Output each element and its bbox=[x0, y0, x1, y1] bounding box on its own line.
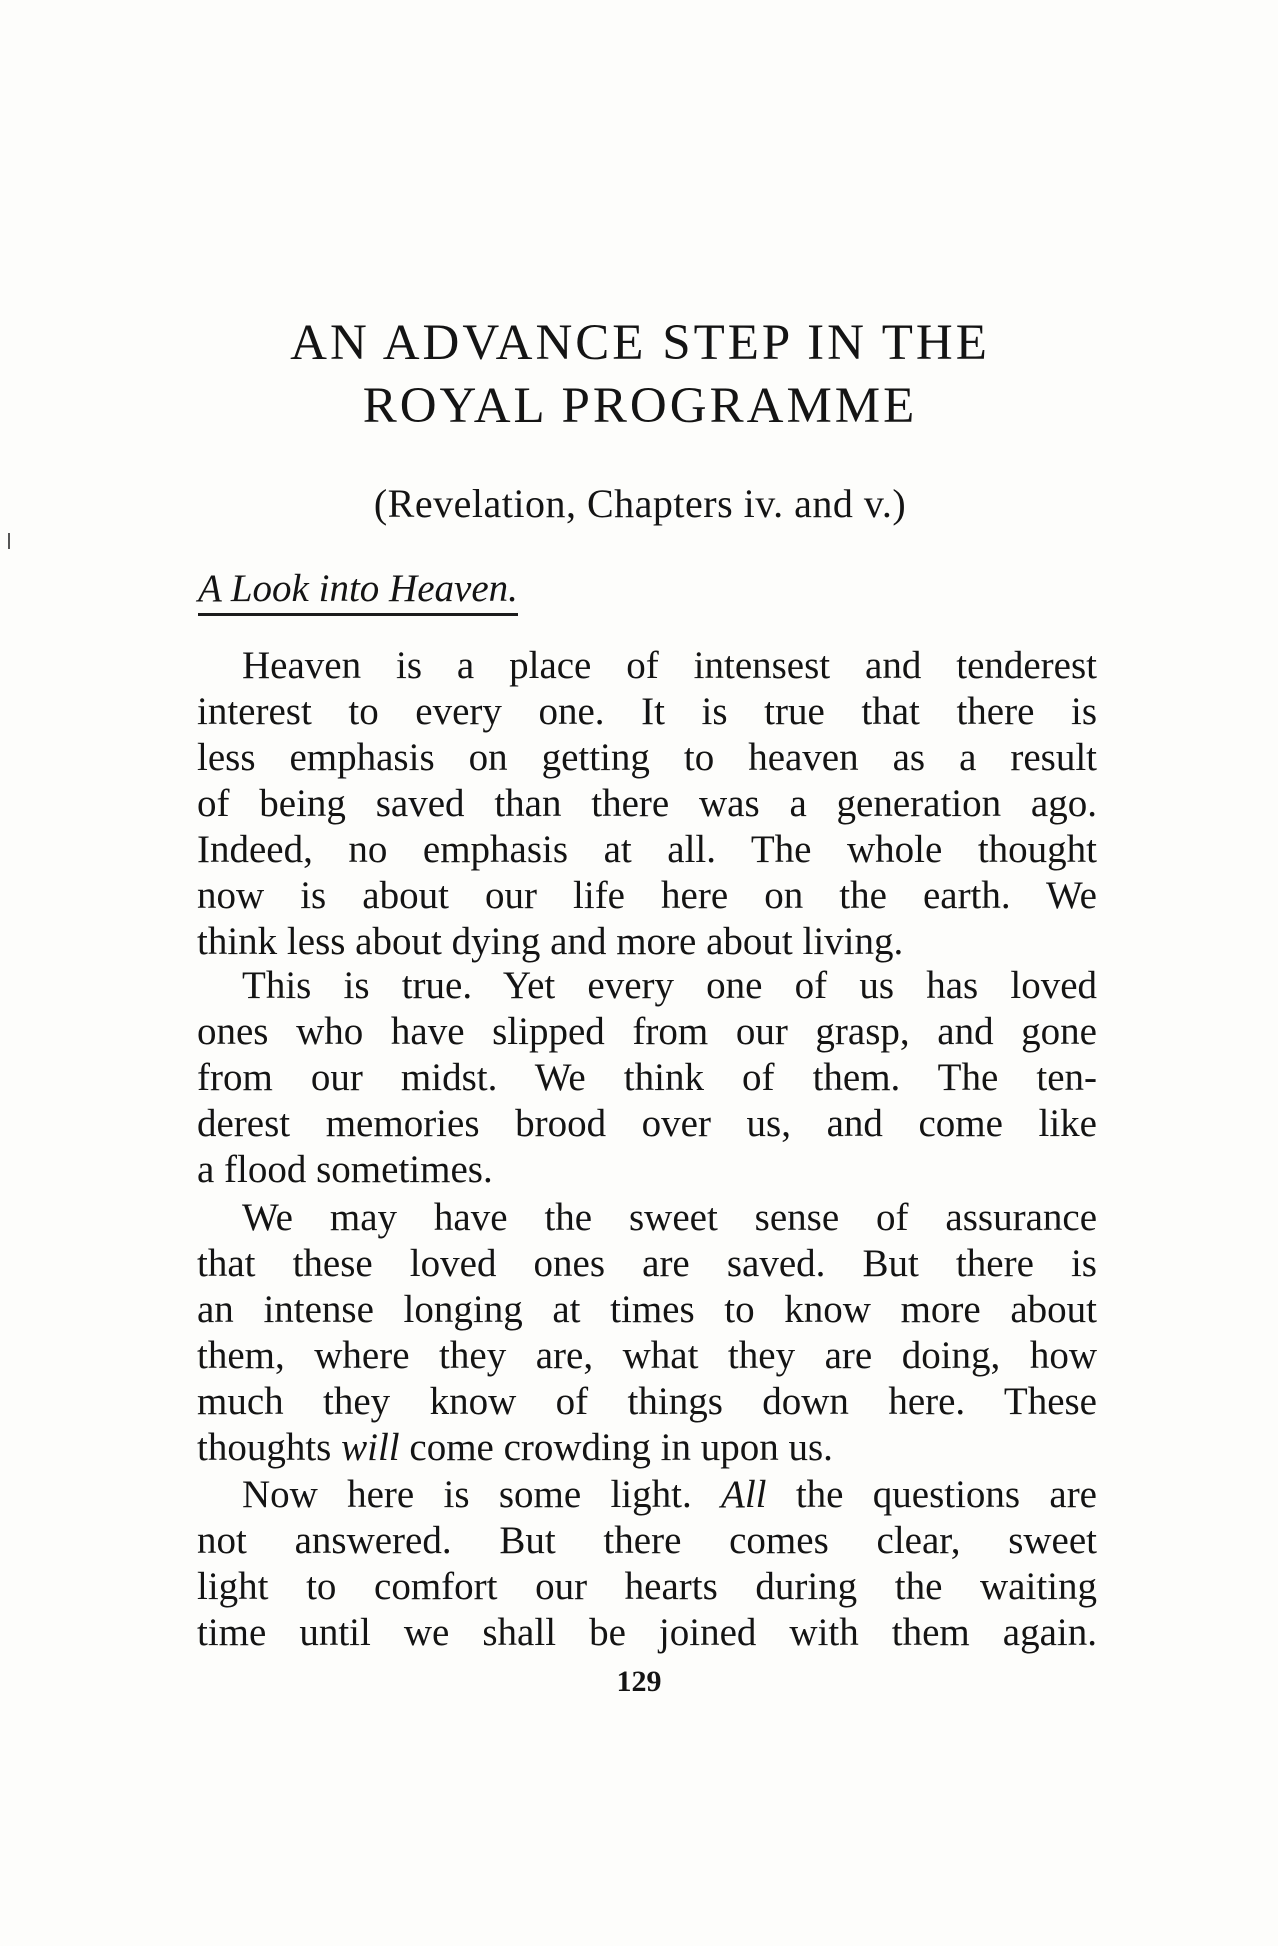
text-line: from our midst. We think of them. The ten- bbox=[197, 1056, 1097, 1099]
text-line: We may have the sweet sense of assurance bbox=[242, 1196, 1097, 1239]
paragraph-2 bbox=[197, 963, 1097, 1193]
chapter-title-line-1: AN ADVANCE STEP IN THE bbox=[290, 315, 990, 371]
text-line: of being saved than there was a generation ago. bbox=[197, 782, 1097, 825]
text-line: not answered. But there comes clear, sweet bbox=[197, 1519, 1097, 1562]
text-line: less emphasis on getting to heaven as a result bbox=[197, 736, 1097, 779]
text-fragment: thoughts bbox=[197, 1426, 342, 1469]
text-line: much they know of things down here. These bbox=[197, 1380, 1097, 1423]
text-line: ones who have slipped from our grasp, and gone bbox=[197, 1010, 1097, 1053]
text-line: them, where they are, what they are doing, how bbox=[197, 1334, 1097, 1377]
page-number: 129 bbox=[616, 1665, 662, 1698]
text-line: a flood sometimes. bbox=[197, 1148, 493, 1191]
text-line: time until we shall be joined with them again. bbox=[197, 1611, 1097, 1654]
section-heading: A Look into Heaven. bbox=[198, 566, 518, 616]
text-line: now is about our life here on the earth. We bbox=[197, 874, 1097, 917]
text-line: think less about dying and more about living. bbox=[197, 920, 904, 963]
text-line: This is true. Yet every one of us has loved bbox=[242, 964, 1097, 1007]
text-line: derest memories brood over us, and come like bbox=[197, 1102, 1097, 1145]
text-line bbox=[197, 1425, 1097, 1471]
chapter-subtitle: (Revelation, Chapters iv. and v.) bbox=[373, 481, 907, 526]
text-fragment: the questions are bbox=[766, 1473, 1097, 1516]
paragraph-3 bbox=[197, 1195, 1097, 1471]
text-line: Heaven is a place of intensest and tenderest bbox=[242, 644, 1097, 687]
italic-emphasis: will bbox=[341, 1426, 400, 1469]
chapter-title-line-2: ROYAL PROGRAMME bbox=[362, 378, 918, 434]
italic-emphasis: All bbox=[721, 1473, 767, 1516]
margin-mark bbox=[8, 533, 10, 549]
paragraph-4 bbox=[197, 1472, 1097, 1656]
text-line bbox=[197, 1472, 1097, 1518]
text-fragment: come crowding in upon us. bbox=[399, 1426, 833, 1469]
text-line: light to comfort our hearts during the waiting bbox=[197, 1565, 1097, 1608]
text-line: Indeed, no emphasis at all. The whole thought bbox=[197, 828, 1097, 871]
text-line: that these loved ones are saved. But there is bbox=[197, 1242, 1097, 1285]
text-fragment: Now here is some light. bbox=[242, 1473, 722, 1516]
text-line: an intense longing at times to know more about bbox=[197, 1288, 1097, 1331]
text-line: interest to every one. It is true that there is bbox=[197, 690, 1097, 733]
paragraph-1 bbox=[197, 643, 1097, 965]
